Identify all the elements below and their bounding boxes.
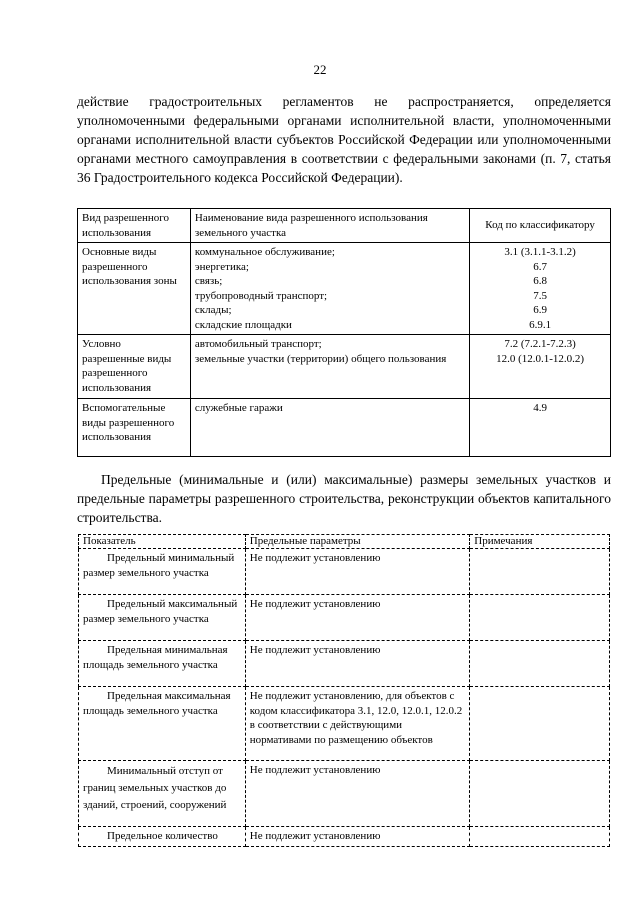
param-cell: Не подлежит установлению [245, 827, 469, 847]
indicator-cell: Предельный минимальный размер земельного участка [79, 549, 246, 595]
param-cell: Не подлежит установлению, для объектов с кодом классификатора 3.1, 12.0, 12.0.1, 12.0.2 в соответствии с действующими нормативами по размещению объектов [245, 687, 469, 761]
parameters-heading: Предельные (минимальные и (или) максимальные) размеры земельных участков и предельные параметры разрешенного строительства, реконструкции объектов капитального строительства. [77, 472, 611, 525]
header-use-type: Вид разрешенного использования [78, 209, 191, 243]
table-row [79, 641, 610, 687]
permitted-use-table [77, 208, 611, 457]
table-row [79, 549, 610, 595]
note-cell [470, 641, 610, 687]
page-number: 22 [313, 62, 327, 77]
table-row [79, 761, 610, 827]
indicator-cell: Предельное количество [79, 827, 246, 847]
header-notes: Примечания [470, 535, 610, 549]
indicator-cell: Предельная максимальная площадь земельного участка [79, 687, 246, 761]
code-cell: 3.1 (3.1.1-3.1.2) 6.7 6.8 7.5 6.9 6.9.1 [470, 243, 611, 335]
indicator-cell: Предельная минимальная площадь земельного участка [79, 641, 246, 687]
use-type-cell: Вспомогательные виды разрешенного использования [78, 399, 191, 457]
use-type-cell: Основные виды разрешенного использования зоны [78, 243, 191, 335]
param-cell: Не подлежит установлению [245, 641, 469, 687]
param-cell: Не подлежит установлению [245, 549, 469, 595]
header-use-name: Наименование вида разрешенного использования земельного участка [190, 209, 469, 243]
table-header-row [79, 535, 610, 549]
indicator-cell: Минимальный отступ от границ земельных участков до зданий, строений, сооружений [79, 761, 246, 827]
header-code: Код по классификатору [470, 209, 611, 243]
note-cell [470, 827, 610, 847]
indicator-cell: Предельный максимальный размер земельного участка [79, 595, 246, 641]
table-row [78, 335, 611, 399]
table-header-row [78, 209, 611, 243]
code-cell: 4.9 [470, 399, 611, 457]
table-row [78, 243, 611, 335]
header-parameters: Предельные параметры [245, 535, 469, 549]
intro-paragraph: действие градостроительных регламентов не распространяется, определяется уполномоченными федеральными органами исполнительной власти, уполномоченными органами исполнительной власти субъектов Российской Федерации или уполномоченными органами местного самоуправления в соответствии с федеральными законами (п. 7, статья 36 Градостроительного кодекса Российской Федерации). [77, 94, 611, 185]
header-indicator: Показатель [79, 535, 246, 549]
table-row [79, 827, 610, 847]
use-name-cell: коммунальное обслуживание; энергетика; связь; трубопроводный транспорт; склады; складские площадки [190, 243, 469, 335]
table-row [79, 595, 610, 641]
use-type-cell: Условно разрешенные виды разрешенного использования [78, 335, 191, 399]
table-row [79, 687, 610, 761]
note-cell [470, 595, 610, 641]
param-cell: Не подлежит установлению [245, 595, 469, 641]
table-row [78, 399, 611, 457]
parameters-table [78, 534, 610, 847]
use-name-cell: служебные гаражи [190, 399, 469, 457]
param-cell: Не подлежит установлению [245, 761, 469, 827]
note-cell [470, 687, 610, 761]
note-cell [470, 761, 610, 827]
code-cell: 7.2 (7.2.1-7.2.3) 12.0 (12.0.1-12.0.2) [470, 335, 611, 399]
note-cell [470, 549, 610, 595]
use-name-cell: автомобильный транспорт; земельные участки (территории) общего пользования [190, 335, 469, 399]
